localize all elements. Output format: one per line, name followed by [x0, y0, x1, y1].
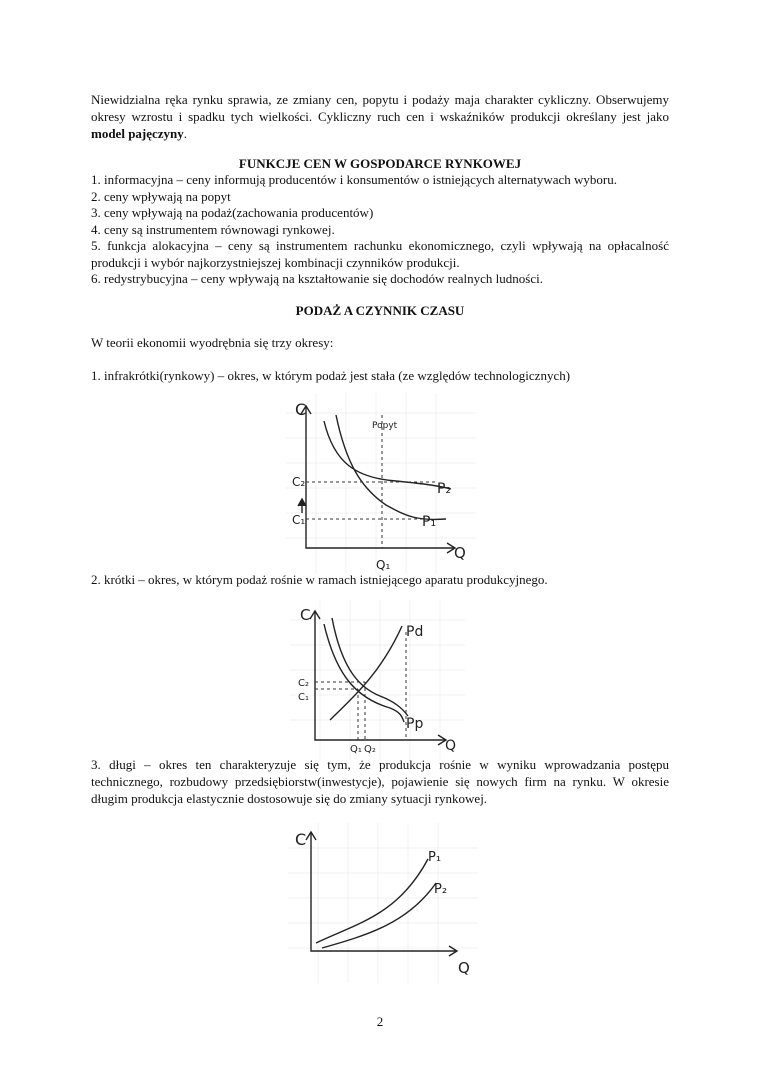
chart-2-svg: [290, 600, 465, 760]
intro-period: .: [183, 126, 188, 141]
functions-list: [91, 172, 669, 288]
chart-infrashort-period: [286, 393, 476, 573]
chart-short-period: [290, 600, 465, 760]
chart-2-y-axis-label: C: [300, 606, 311, 624]
period-3-text: 3. długi – okres ten charakteryzuje się tym, że produkcja rośnie w wyniku wprowadzania postępu technicznego, rozbudowy przedsiębiorstw(inwestycje), pojawienie się nowych firm na rynku. W okresie długim produkcja elastycznie dostosowuje się do zmiany sytuacji rynkowej.: [91, 757, 669, 806]
period-2-text: 2. krótki – okres, w którym podaż rośnie w ramach istniejącego aparatu produkcyjnego.: [91, 572, 548, 587]
list-item: 4. ceny są instrumentem równowagi rynkowej.: [91, 221, 335, 237]
list-item: 6. redystrybucyjna – ceny wpływają na kształtowanie się dochodów realnych ludności.: [91, 271, 543, 286]
chart-2-q2-label: Q₂: [364, 744, 376, 755]
chart-2-pp-label: Pp: [406, 716, 424, 732]
chart-1-x-axis-label: Q: [454, 544, 466, 562]
chart-1-p2-label: P₂: [437, 481, 452, 497]
chart-1-p1-label: P₁: [422, 514, 437, 530]
supply-heading: PODAŻ A CZYNNIK CZASU: [295, 303, 465, 318]
chart-1-c1-label: C₁: [292, 513, 306, 527]
chart-2-c1-label: C₁: [298, 692, 309, 703]
intro-text: Niewidzialna ręka rynku sprawia, ze zmiany cen, popytu i podaży maja charakter cykliczny. Obserwujemy okresy wzrostu i spadku tych wielkości. Cykliczny ruch cen i wskaźników produkcji określany jest jako: [91, 92, 669, 124]
chart-3-y-axis-label: C: [295, 830, 307, 849]
intro-bold-term: model pajęczyny: [91, 126, 184, 141]
list-item: 3. ceny wpływają na podaż(zachowania producentów): [91, 205, 374, 220]
chart-1-q1-label: Q₁: [376, 558, 391, 572]
chart-1-demand-label: Popyt: [372, 421, 398, 431]
chart-3-p1-label: P₁: [428, 850, 442, 865]
chart-2-pd-label: Pd: [406, 624, 424, 640]
chart-1-y-axis-label: C: [295, 400, 307, 419]
chart-3-p2-label: P₂: [434, 882, 448, 897]
list-item: 1. informacyjna – ceny informują producentów i konsumentów o istniejących alternatywach wyboru.: [91, 172, 617, 187]
chart-2-x-axis-label: Q: [445, 738, 457, 754]
chart-2-c2-label: C₂: [298, 678, 309, 689]
chart-long-period: [288, 823, 478, 983]
periods-intro: W teorii ekonomii wyodrębnia się trzy okresy:: [91, 335, 334, 350]
list-item: 5. funkcja alokacyjna – ceny są instrumentem rachunku ekonomicznego, czyli wpływają na opłacalność produkcji i wybór najkorzystniejszej kombinacji czynników produkcji.: [91, 238, 669, 270]
chart-1-c2-label: C₂: [292, 475, 306, 489]
period-1-text: 1. infrakrótki(rynkowy) – okres, w którym podaż jest stała (ze względów technologicznych): [91, 368, 571, 383]
functions-heading: FUNKCJE CEN W GOSPODARCE RYNKOWEJ: [238, 156, 522, 171]
list-item: 2. ceny wpływają na popyt: [91, 188, 231, 204]
intro-paragraph: [91, 91, 669, 142]
chart-3-x-axis-label: Q: [458, 959, 470, 977]
chart-2-q1-label: Q₁: [350, 744, 362, 755]
chart-1-svg: [286, 393, 476, 573]
chart-3-svg: [288, 823, 478, 983]
page-number: 2: [376, 1014, 384, 1029]
